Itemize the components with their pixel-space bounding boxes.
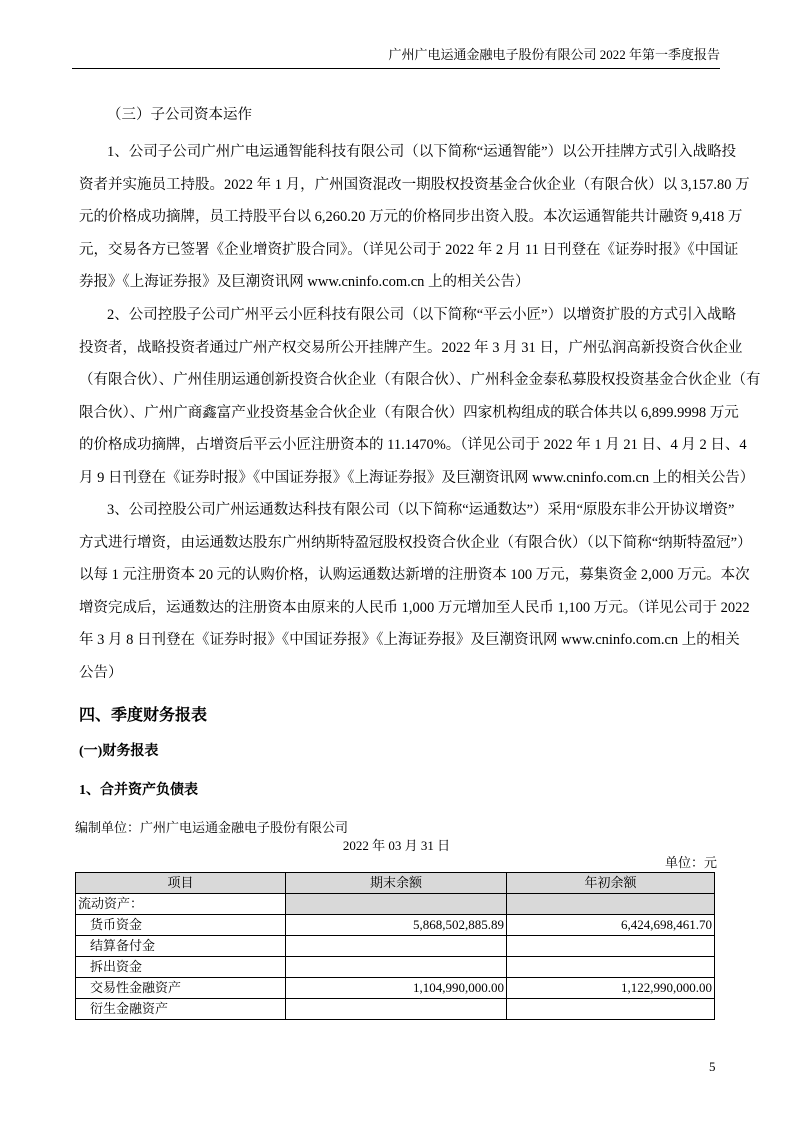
paragraph-line: 限合伙）、广州广商鑫富产业投资基金合伙企业（有限合伙）四家机构组成的联合体共以 6,899.9998 万元 — [79, 404, 739, 421]
paragraph-line: 公告） — [79, 665, 123, 681]
year-begin-cell — [507, 936, 715, 957]
paragraph-line: 以每 1 元注册资本 20 元的认购价格，认购运通数达新增的注册资本 100 万元，募集资金 2,000 万元。本次 — [79, 567, 750, 584]
item-cell: 交易性金融资产 — [76, 978, 286, 999]
compiler-label: 编制单位：广州广电运通金融电子股份有限公司 — [75, 820, 349, 835]
paragraph-line: （有限合伙）、广州佳朋运通创新投资合伙企业（有限合伙）、广州科金金泰私募股权投资基金合伙企业（有 — [79, 372, 761, 389]
paragraph-line: 年 3 月 8 日刊登在《证券时报》《中国证券报》《上海证券报》及巨潮资讯网 www.cninfo.com.cn 上的相关 — [79, 632, 740, 649]
heading-financial-statements: (一)财务报表 — [79, 744, 159, 759]
year-begin-cell — [507, 999, 715, 1020]
empty-cell — [507, 894, 715, 915]
paragraph-line: 元，交易各方已签署《企业增资扩股合同》。（详见公司于 2022 年 2 月 11 日刊登在《证券时报》《中国证 — [79, 241, 739, 258]
paragraph-line: 券报》《上海证券报》及巨潮资讯网 www.cninfo.com.cn 上的相关公告） — [79, 274, 530, 291]
empty-cell — [286, 894, 507, 915]
period-end-cell — [286, 999, 507, 1020]
col-header-item: 项目 — [76, 873, 286, 894]
paragraph-line: 1、公司子公司广州广电运通智能科技有限公司（以下简称“运通智能”）以公开挂牌方式引入战略投 — [107, 144, 737, 160]
paragraph-line: 月 9 日刊登在《证券时报》《中国证券报》《上海证券报》及巨潮资讯网 www.cninfo.com.cn 上的相关公告） — [79, 470, 755, 486]
balance-sheet-table — [75, 872, 715, 1020]
item-cell: 衍生金融资产 — [76, 999, 286, 1020]
period-end-cell: 1,104,990,000.00 — [286, 978, 507, 999]
paragraph-line: 投资者，战略投资者通过广州产权交易所公开挂牌产生。2022 年 3 月 31 日，广州弘润高新投资合伙企业 — [79, 339, 743, 356]
item-cell: 货币资金 — [76, 915, 286, 936]
year-begin-cell: 1,122,990,000.00 — [507, 978, 715, 999]
table-row — [76, 957, 715, 978]
item-cell: 拆出资金 — [76, 957, 286, 978]
year-begin-cell: 6,424,698,461.70 — [507, 915, 715, 936]
period-end-cell: 5,868,502,885.89 — [286, 915, 507, 936]
section-label: 流动资产： — [76, 894, 286, 915]
paragraph-line: 元的价格成功摘牌，员工持股平台以 6,260.20 万元的价格同步出资入股。本次运通智能共计融资 9,418 万 — [79, 209, 743, 226]
table-row — [76, 978, 715, 999]
item-cell: 结算备付金 — [76, 936, 286, 957]
table-row — [76, 999, 715, 1020]
heading-balance-sheet: 1、合并资产负债表 — [79, 783, 198, 798]
table-row — [76, 915, 715, 936]
section-title: （三）子公司资本运作 — [107, 107, 252, 123]
paragraph-line: 资者并实施员工持股。2022 年 1 月，广州国资混改一期股权投资基金合伙企业（有限合伙）以 3,157.80 万 — [79, 176, 750, 193]
period-end-cell — [286, 936, 507, 957]
table-section-row — [76, 894, 715, 915]
period-end-cell — [286, 957, 507, 978]
page-header: 广州广电运通金融电子股份有限公司 2022 年第一季度报告 — [72, 44, 720, 69]
page-number: 5 — [709, 1059, 716, 1074]
year-begin-cell — [507, 957, 715, 978]
table-row — [76, 936, 715, 957]
table-header-row — [76, 873, 715, 894]
paragraph-line: 增资完成后，运通数达的注册资本由原来的人民币 1,000 万元增加至人民币 1,100 万元。（详见公司于 2022 — [79, 599, 750, 616]
heading-quarterly-financials: 四、季度财务报表 — [79, 707, 208, 724]
col-header-period-end: 期末余额 — [286, 873, 507, 894]
paragraph-line: 3、公司控股公司广州运通数达科技有限公司（以下简称“运通数达”）采用“原股东非公开协议增资” — [107, 502, 735, 518]
report-date: 2022 年 03 月 31 日 — [342, 838, 451, 853]
paragraph-line: 2、公司控股子公司广州平云小匠科技有限公司（以下简称“平云小匠”）以增资扩股的方式引入战略 — [107, 307, 737, 323]
unit-label: 单位：元 — [664, 855, 717, 870]
paragraph-line: 方式进行增资，由运通数达股东广州纳斯特盈冠股权投资合伙企业（有限合伙）（以下简称“纳斯特盈冠”） — [79, 534, 752, 551]
col-header-year-begin: 年初余额 — [507, 873, 715, 894]
paragraph-line: 的价格成功摘牌，占增资后平云小匠注册资本的 11.1470%。（详见公司于 2022 年 1 月 21 日、4 月 2 日、4 — [79, 437, 747, 454]
